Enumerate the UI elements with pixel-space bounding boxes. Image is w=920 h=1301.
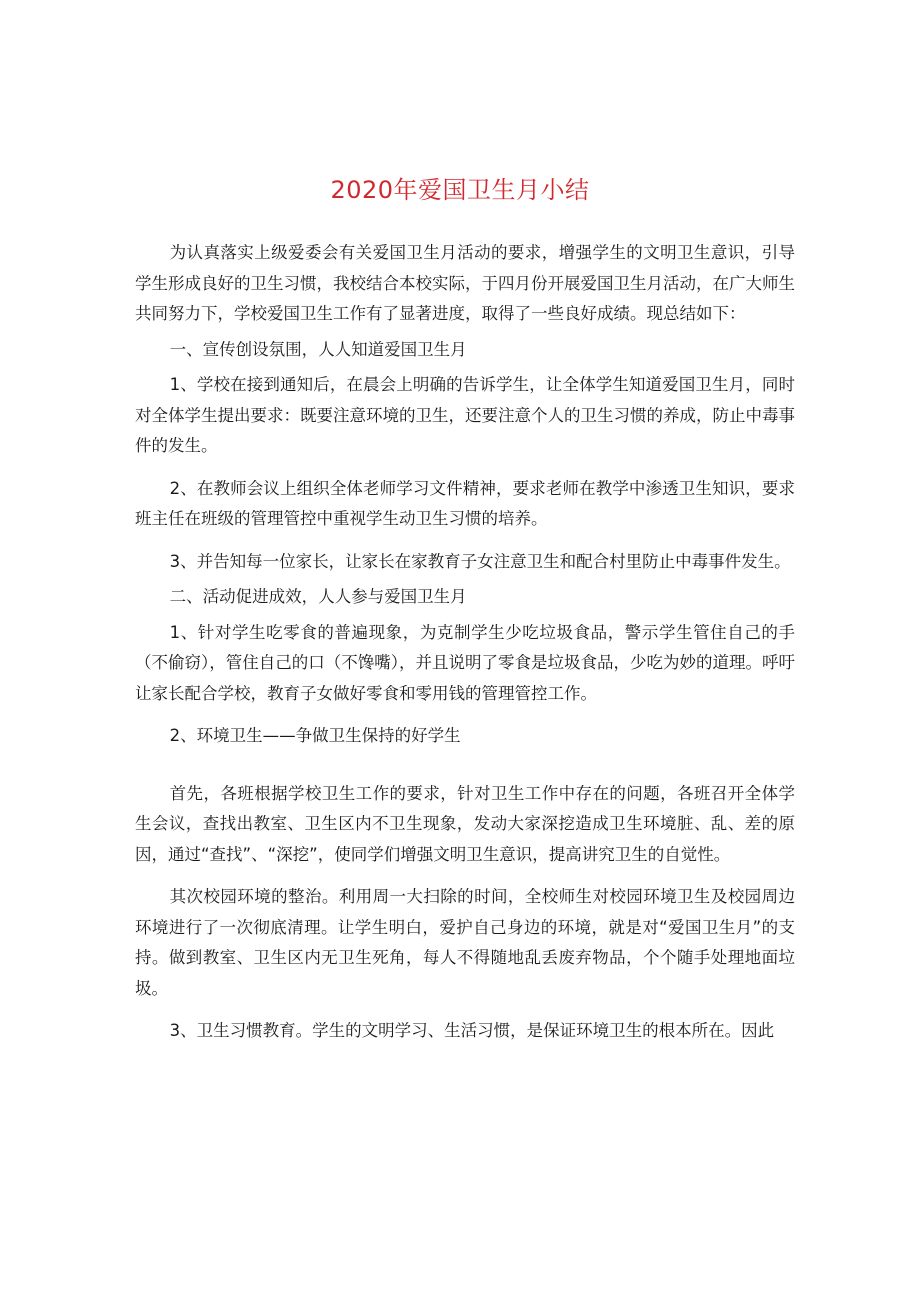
section-1-item-2: 2、在教师会议上组织全体老师学习文件精神，要求老师在教学中渗透卫生知识，要求班主任在班级的管理管控中重视学生动卫生习惯的培养。 [135, 478, 795, 528]
section-2-item-2: 2、环境卫生——争做卫生保持的好学生 [169, 726, 461, 745]
section-1-item-1: 1、学校在接到通知后，在晨会上明确的告诉学生，让全体学生知道爱国卫生月，同时对全体学生提出要求：既要注意环境的卫生，还要注意个人的卫生习惯的养成，防止中毒事件的发生。 [135, 375, 795, 455]
section-2-first-paragraph: 首先，各班根据学校卫生工作的要求，针对卫生工作中存在的问题，各班召开全体学生会议，查找出教室、卫生区内不卫生现象，发动大家深挖造成卫生环境脏、乱、差的原因，通过“查找”、“深挖”，使同学们增强文明卫生意识，提高讲究卫生的自觉性。 [135, 783, 795, 864]
section-1-item-3: 3、并告知每一位家长，让家长在家教育子女注意卫生和配合村里防止中毒事件发生。 [169, 551, 791, 571]
section-2-item-3: 3、卫生习惯教育。学生的文明学习、生活习惯，是保证环境卫生的根本所在。因此 [169, 1021, 775, 1040]
document-title: 2020年爱国卫生月小结 [330, 176, 590, 204]
section-heading-1: 一、宣传创设氛围，人人知道爱国卫生月 [169, 339, 467, 359]
intro-paragraph: 为认真落实上级爱委会有关爱国卫生月活动的要求，增强学生的文明卫生意识，引导学生形成良好的卫生习惯，我校结合本校实际，于四月份开展爱国卫生月活动，在广大师生共同努力下，学校爱国卫生工作有了显著进度，取得了一些良好成绩。现总结如下： [135, 243, 795, 323]
section-2-second-paragraph: 其次校园环境的整治。利用周一大扫除的时间，全校师生对校园环境卫生及校园周边环境进行了一次彻底清理。让学生明白，爱护自己身边的环境，就是对“爱国卫生月”的支持。做到教室、卫生区内无卫生死角，每人不得随地乱丢废弃物品，个个随手处理地面垃圾。 [135, 887, 795, 998]
document-body [135, 238, 795, 1047]
section-heading-2: 二、活动促进成效，人人参与爱国卫生月 [169, 587, 467, 606]
section-2-item-1: 1、针对学生吃零食的普遍现象，为克制学生少吃垃圾食品，警示学生管住自己的手（不偷窃），管住自己的口（不馋嘴），并且说明了零食是垃圾食品，少吃为妙的道理。呼吁让家长配合学校，教育子女做好零食和零用钱的管理管控工作。 [135, 622, 795, 703]
